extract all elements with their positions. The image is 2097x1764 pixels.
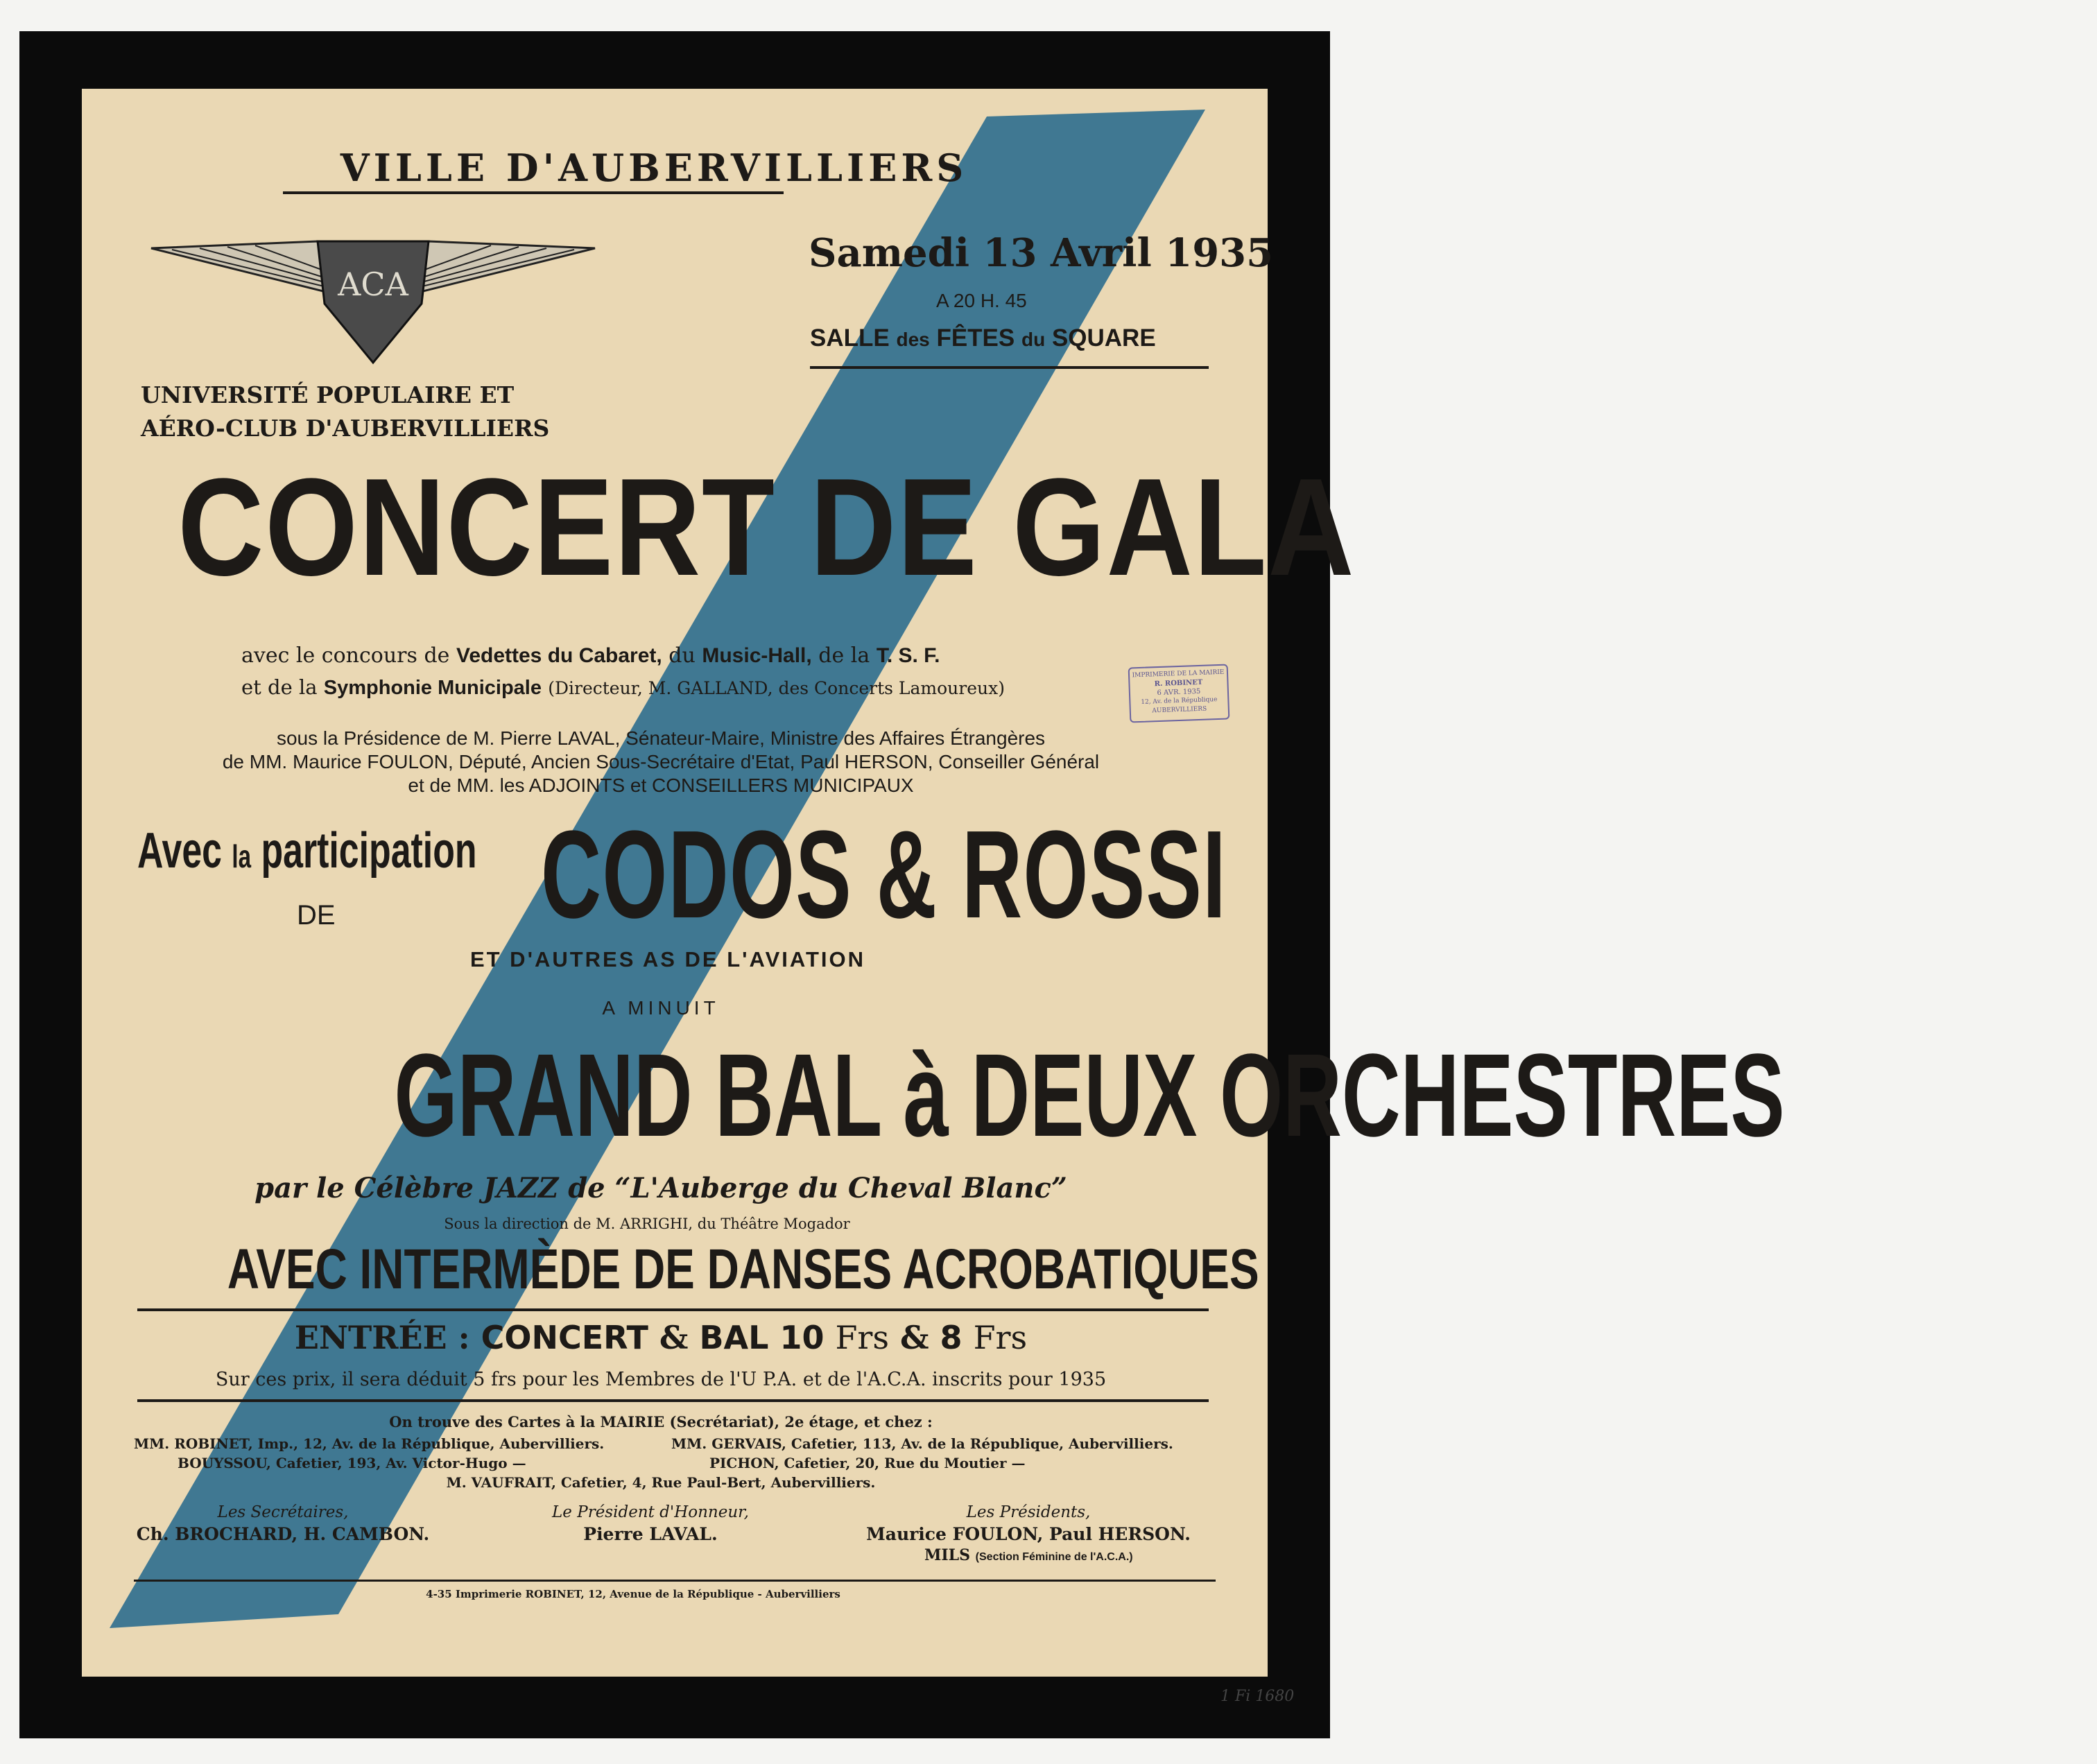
bal-title-wrap xyxy=(82,1030,1785,1161)
cartes-top-rule xyxy=(137,1399,1209,1402)
mils-line: MILS (Section Féminine de l'A.C.A.) xyxy=(924,1546,1133,1564)
concours-line2: et de la Symphonie Municipale (Directeur, M. GALLAND, des Concerts Lamoureux) xyxy=(241,675,1005,699)
participation-de: DE xyxy=(297,900,336,931)
bal-title: GRAND BAL à DEUX ORCHESTRES xyxy=(394,1030,1785,1161)
participation-label: Avec la participation xyxy=(137,823,477,879)
other-aviators: ET D'AUTRES AS DE L'AVIATION xyxy=(469,947,866,971)
jazz-line: par le Célèbre JAZZ de “L'Auberge du Cheval Blanc” xyxy=(254,1172,1067,1204)
archive-reference: 1 Fi 1680 xyxy=(1220,1688,1295,1705)
event-venue: SALLE des FÊTES du SQUARE xyxy=(810,325,1156,352)
presidence: sous la Présidence de M. Pierre LAVAL, Sénateur-Maire, Ministre des Affaires Étrangères de MM. Maurice FOULON, Député, Ancien Sous-Secrétaire d'Etat, Paul HERSON, Conseiller Général et de MM. les ADJOINTS et CONSEILLERS MUNICIPAUX xyxy=(222,727,1100,796)
direction-line: Sous la direction de M. ARRIGHI, du Théâtre Mogador xyxy=(444,1216,850,1232)
event-time: A 20 H. 45 xyxy=(936,290,1027,311)
aca-winged-logo xyxy=(144,220,602,366)
printer-rule xyxy=(134,1580,1216,1582)
title-underline xyxy=(283,191,784,194)
midnight-label: A MINUIT xyxy=(602,997,720,1019)
vendor-robinet: MM. ROBINET, Imp., 12, Av. de la République, Aubervilliers. xyxy=(134,1435,605,1452)
reduction-line: Sur ces prix, il sera déduit 5 frs pour les Membres de l'U P.A. et de l'A.C.A. inscrits pour 1935 xyxy=(215,1369,1107,1390)
printer-line: 4-35 Imprimerie ROBINET, 12, Avenue de la République - Aubervilliers xyxy=(426,1588,840,1600)
vendor-vaufrait: M. VAUFRAIT, Cafetier, 4, Rue Paul-Bert, Aubervilliers. xyxy=(446,1474,876,1491)
honorary-president-title: Le Président d'Honneur, xyxy=(552,1503,749,1521)
aviators-names: CODOS & ROSSI xyxy=(541,805,1227,944)
honorary-president-name: Pierre LAVAL. xyxy=(583,1524,718,1544)
secretaries-title: Les Secrétaires, xyxy=(217,1503,349,1521)
cartes-intro: On trouve des Cartes à la MAIRIE (Secrétariat), 2e étage, et chez : xyxy=(389,1413,933,1430)
vendor-pichon: PICHON, Cafetier, 20, Rue du Moutier — xyxy=(709,1455,1026,1471)
entree-line: ENTRÉE : CONCERT & BAL 10 Frs & 8 Frs xyxy=(294,1319,1028,1356)
logo-text: ACA xyxy=(338,266,408,303)
danses-line: AVEC INTERMÈDE DE DANSES ACROBATIQUES xyxy=(227,1238,1259,1301)
vendor-bouyssou: BOUYSSOU, Cafetier, 193, Av. Victor-Hugo — xyxy=(178,1455,526,1471)
entree-top-rule xyxy=(137,1308,1209,1311)
organizers: UNIVERSITÉ POPULAIRE ET AÉRO-CLUB D'AUBERVILLIERS xyxy=(141,381,550,442)
presidents-title: Les Présidents, xyxy=(966,1503,1091,1521)
concert-title: CONCERT DE GALA xyxy=(178,450,1356,605)
poster xyxy=(82,89,1785,1677)
danses-wrap xyxy=(82,1240,1268,1302)
city-title: VILLE D'AUBERVILLIERS xyxy=(340,146,968,190)
venue-rule xyxy=(810,366,1209,369)
mairie-stamp: IMPRIMERIE DE LA MAIRIE R. ROBINET 6 AVR. 1935 12, Av. de la République AUBERVILLIERS xyxy=(1128,664,1230,723)
vendor-gervais: MM. GERVAIS, Cafetier, 113, Av. de la République, Aubervilliers. xyxy=(671,1435,1173,1452)
concert-title-wrap xyxy=(82,450,1356,614)
event-date: Samedi 13 Avril 1935 xyxy=(809,230,1274,276)
secretaries-names: Ch. BROCHARD, H. CAMBON. xyxy=(136,1524,430,1544)
concours-line1: avec le concours de Vedettes du Cabaret, du Music-Hall, de la T. S. F. xyxy=(241,643,940,668)
presidents-names: Maurice FOULON, Paul HERSON. xyxy=(866,1524,1191,1544)
